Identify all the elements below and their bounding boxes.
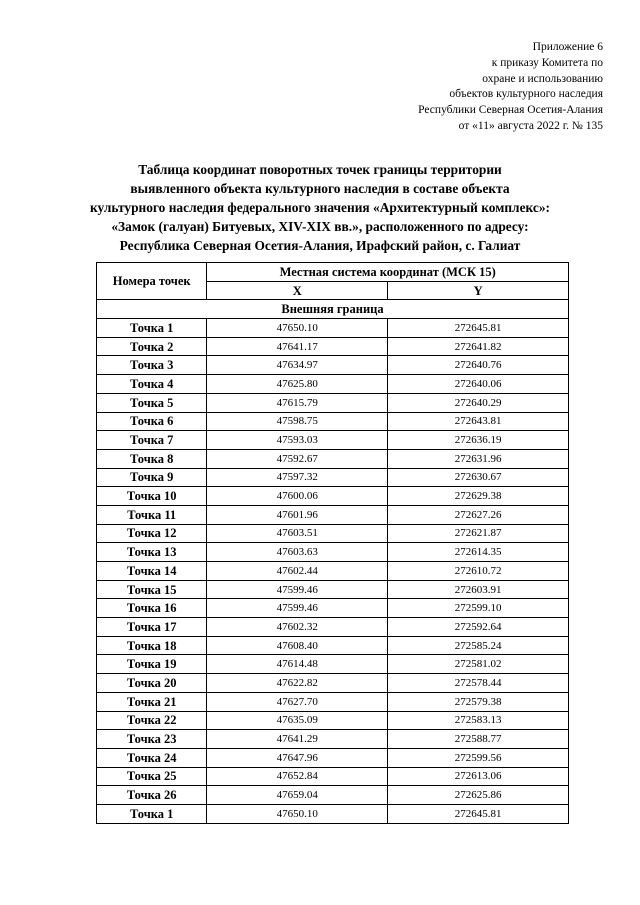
table-row xyxy=(97,393,569,412)
y-value: 272585.24 xyxy=(388,636,569,655)
x-value: 47615.79 xyxy=(207,393,388,412)
point-name: Точка 23 xyxy=(97,730,207,749)
point-name: Точка 3 xyxy=(97,356,207,375)
point-name: Точка 14 xyxy=(97,562,207,581)
y-value: 272610.72 xyxy=(388,562,569,581)
table-row xyxy=(97,412,569,431)
table-row xyxy=(97,730,569,749)
annex-line: Республики Северная Осетия-Алания xyxy=(418,104,603,117)
x-value: 47650.10 xyxy=(207,804,388,823)
x-value: 47598.75 xyxy=(207,412,388,431)
point-name: Точка 12 xyxy=(97,524,207,543)
point-name: Точка 15 xyxy=(97,580,207,599)
point-name: Точка 8 xyxy=(97,449,207,468)
x-value: 47599.46 xyxy=(207,599,388,618)
y-value: 272583.13 xyxy=(388,711,569,730)
annex-note xyxy=(343,40,603,135)
y-value: 272643.81 xyxy=(388,412,569,431)
x-value: 47634.97 xyxy=(207,356,388,375)
y-value: 272581.02 xyxy=(388,655,569,674)
point-name: Точка 9 xyxy=(97,468,207,487)
table-row xyxy=(97,562,569,581)
x-value: 47603.51 xyxy=(207,524,388,543)
x-value: 47622.82 xyxy=(207,674,388,693)
y-value: 272578.44 xyxy=(388,674,569,693)
annex-line: объектов культурного наследия xyxy=(449,88,603,101)
y-value: 272645.81 xyxy=(388,319,569,338)
x-value: 47608.40 xyxy=(207,636,388,655)
y-value: 272579.38 xyxy=(388,692,569,711)
point-name: Точка 7 xyxy=(97,431,207,450)
annex-line: от «11» августа 2022 г. № 135 xyxy=(458,119,603,132)
y-value: 272603.91 xyxy=(388,580,569,599)
x-value: 47601.96 xyxy=(207,505,388,524)
x-value: 47647.96 xyxy=(207,748,388,767)
table-row xyxy=(97,618,569,637)
table-row xyxy=(97,449,569,468)
y-value: 272613.06 xyxy=(388,767,569,786)
y-value: 272630.67 xyxy=(388,468,569,487)
coordinates-table xyxy=(96,262,569,824)
table-row xyxy=(97,487,569,506)
table-row xyxy=(97,599,569,618)
table-row xyxy=(97,468,569,487)
title-line: «Замок (галуан) Битуевых, XIV-XIX вв.», расположенного по адресу: xyxy=(111,219,529,234)
point-name: Точка 26 xyxy=(97,786,207,805)
point-name: Точка 11 xyxy=(97,505,207,524)
point-name: Точка 10 xyxy=(97,487,207,506)
table-row xyxy=(97,356,569,375)
table-row xyxy=(97,655,569,674)
table-row xyxy=(97,748,569,767)
y-value: 272599.56 xyxy=(388,748,569,767)
point-name: Точка 1 xyxy=(97,804,207,823)
point-name: Точка 1 xyxy=(97,319,207,338)
x-value: 47600.06 xyxy=(207,487,388,506)
header-coordinate-system: Местная система координат (МСК 15) xyxy=(207,263,569,282)
y-value: 272641.82 xyxy=(388,337,569,356)
point-name: Точка 25 xyxy=(97,767,207,786)
x-value: 47641.17 xyxy=(207,337,388,356)
point-name: Точка 22 xyxy=(97,711,207,730)
title-line: Республика Северная Осетия-Алания, Ирафский район, с. Галиат xyxy=(119,238,521,253)
x-value: 47635.09 xyxy=(207,711,388,730)
table-row xyxy=(97,319,569,338)
x-value: 47614.48 xyxy=(207,655,388,674)
point-name: Точка 21 xyxy=(97,692,207,711)
table-row xyxy=(97,767,569,786)
y-value: 272621.87 xyxy=(388,524,569,543)
y-value: 272640.29 xyxy=(388,393,569,412)
point-name: Точка 18 xyxy=(97,636,207,655)
header-points: Номера точек xyxy=(97,263,207,300)
table-row xyxy=(97,505,569,524)
y-value: 272636.19 xyxy=(388,431,569,450)
x-value: 47593.03 xyxy=(207,431,388,450)
section-outer-boundary: Внешняя граница xyxy=(97,300,569,319)
table-row xyxy=(97,804,569,823)
annex-line: Приложение 6 xyxy=(532,41,603,53)
title-line: Таблица координат поворотных точек границы территории xyxy=(138,162,502,177)
annex-line: к приказу Комитета по xyxy=(491,56,603,69)
point-name: Точка 24 xyxy=(97,748,207,767)
header-x: X xyxy=(207,281,388,300)
y-value: 272645.81 xyxy=(388,804,569,823)
x-value: 47650.10 xyxy=(207,319,388,338)
y-value: 272614.35 xyxy=(388,543,569,562)
point-name: Точка 4 xyxy=(97,375,207,394)
x-value: 47599.46 xyxy=(207,580,388,599)
x-value: 47659.04 xyxy=(207,786,388,805)
y-value: 272588.77 xyxy=(388,730,569,749)
y-value: 272640.06 xyxy=(388,375,569,394)
table-row xyxy=(97,674,569,693)
table-row xyxy=(97,636,569,655)
y-value: 272627.26 xyxy=(388,505,569,524)
x-value: 47652.84 xyxy=(207,767,388,786)
x-value: 47602.32 xyxy=(207,618,388,637)
title-line: выявленного объекта культурного наследия в составе объекта xyxy=(130,181,510,196)
table-row xyxy=(97,431,569,450)
table-row xyxy=(97,524,569,543)
point-name: Точка 5 xyxy=(97,393,207,412)
point-name: Точка 13 xyxy=(97,543,207,562)
y-value: 272625.86 xyxy=(388,786,569,805)
document-title xyxy=(40,160,600,255)
x-value: 47627.70 xyxy=(207,692,388,711)
table-row xyxy=(97,375,569,394)
table-row xyxy=(97,337,569,356)
table-row xyxy=(97,786,569,805)
y-value: 272629.38 xyxy=(388,487,569,506)
x-value: 47625.80 xyxy=(207,375,388,394)
x-value: 47641.29 xyxy=(207,730,388,749)
table-row xyxy=(97,692,569,711)
annex-line: охране и использованию xyxy=(482,72,603,85)
point-name: Точка 16 xyxy=(97,599,207,618)
table-row xyxy=(97,711,569,730)
y-value: 272640.76 xyxy=(388,356,569,375)
table-row xyxy=(97,580,569,599)
point-name: Точка 2 xyxy=(97,337,207,356)
x-value: 47603.63 xyxy=(207,543,388,562)
y-value: 272599.10 xyxy=(388,599,569,618)
y-value: 272592.64 xyxy=(388,618,569,637)
point-name: Точка 20 xyxy=(97,674,207,693)
point-name: Точка 19 xyxy=(97,655,207,674)
point-name: Точка 6 xyxy=(97,412,207,431)
header-y: Y xyxy=(388,281,569,300)
x-value: 47602.44 xyxy=(207,562,388,581)
point-name: Точка 17 xyxy=(97,618,207,637)
title-line: культурного наследия федерального значения «Архитектурный комплекс»: xyxy=(90,200,550,215)
x-value: 47597.32 xyxy=(207,468,388,487)
table-row xyxy=(97,543,569,562)
y-value: 272631.96 xyxy=(388,449,569,468)
x-value: 47592.67 xyxy=(207,449,388,468)
